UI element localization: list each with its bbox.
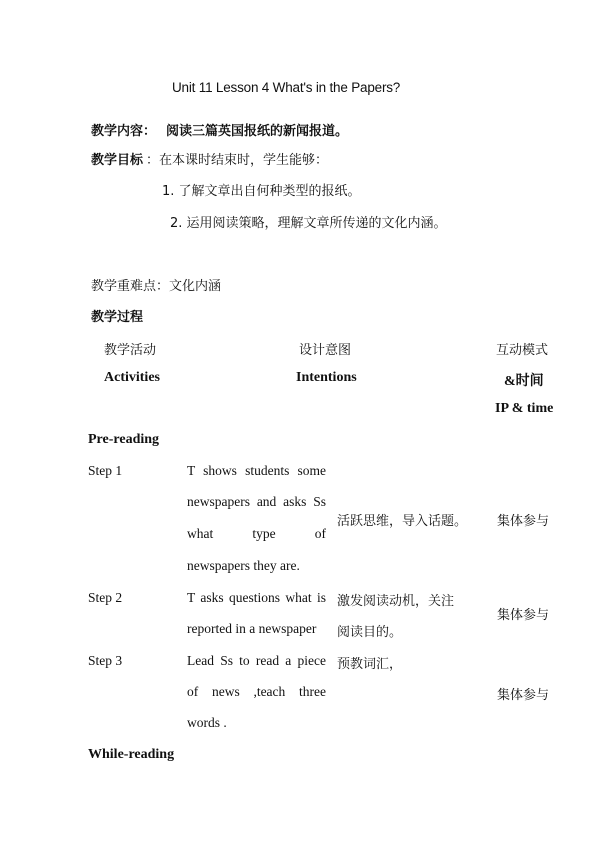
step-3-label: Step 3 bbox=[88, 653, 123, 668]
section-pre-reading: Pre-reading bbox=[88, 432, 160, 447]
step-1-activity-line: newspapers and asks Ss bbox=[187, 494, 326, 509]
step-1-activity-line: what type of bbox=[187, 526, 326, 541]
header-intentions-en: Intentions bbox=[296, 370, 357, 385]
step-3-activity-line: of news ,teach three bbox=[187, 684, 326, 699]
objectives-intro: ：在本课时结束时，学生能够： bbox=[146, 153, 329, 168]
step-1-activity-line: T shows students some bbox=[187, 463, 326, 478]
header-mode-en-2: IP & time bbox=[495, 401, 554, 416]
header-activities-cn: 教学活动 bbox=[104, 343, 157, 358]
document-title: Unit 11 Lesson 4 What's in the Papers? bbox=[172, 80, 401, 95]
objective-item-2: 2. 运用阅读策略，理解文章所传递的文化内涵。 bbox=[170, 216, 447, 231]
section-while-reading: While-reading bbox=[88, 747, 175, 762]
step-1-activity-line: newspapers they are. bbox=[187, 558, 300, 573]
step-3-mode: 集体参与 bbox=[497, 688, 550, 703]
key-points: 教学重难点：文化内涵 bbox=[91, 279, 222, 294]
step-2-activity-line: T asks questions what is bbox=[187, 590, 326, 605]
step-2-mode: 集体参与 bbox=[497, 608, 550, 623]
header-mode-en-1: &时间 bbox=[504, 374, 544, 389]
content-label: 教学内容： bbox=[91, 124, 157, 139]
step-1-mode: 集体参与 bbox=[497, 514, 550, 529]
step-2-activity-line: reported in a newspaper bbox=[187, 621, 317, 636]
step-3-intention: 预教词汇， bbox=[337, 657, 403, 672]
content-text: 阅读三篇英国报纸的新闻报道。 bbox=[166, 124, 349, 139]
step-2-label: Step 2 bbox=[88, 590, 123, 605]
objective-item-1: 1. 了解文章出自何种类型的报纸。 bbox=[162, 184, 361, 199]
step-2-intention-line: 阅读目的。 bbox=[337, 625, 403, 640]
step-3-activity-line: Lead Ss to read a piece bbox=[187, 653, 326, 668]
step-1-label: Step 1 bbox=[88, 463, 123, 478]
step-1-intention: 活跃思维，导入话题。 bbox=[337, 514, 468, 529]
header-mode-cn: 互动模式 bbox=[496, 343, 549, 358]
objectives-label: 教学目标 bbox=[91, 153, 144, 168]
step-2-intention-line: 激发阅读动机，关注 bbox=[337, 594, 455, 609]
step-3-activity-line: words . bbox=[187, 715, 227, 730]
header-intentions-cn: 设计意图 bbox=[299, 343, 352, 358]
process-title: 教学过程 bbox=[91, 310, 144, 325]
header-activities-en: Activities bbox=[104, 370, 160, 385]
